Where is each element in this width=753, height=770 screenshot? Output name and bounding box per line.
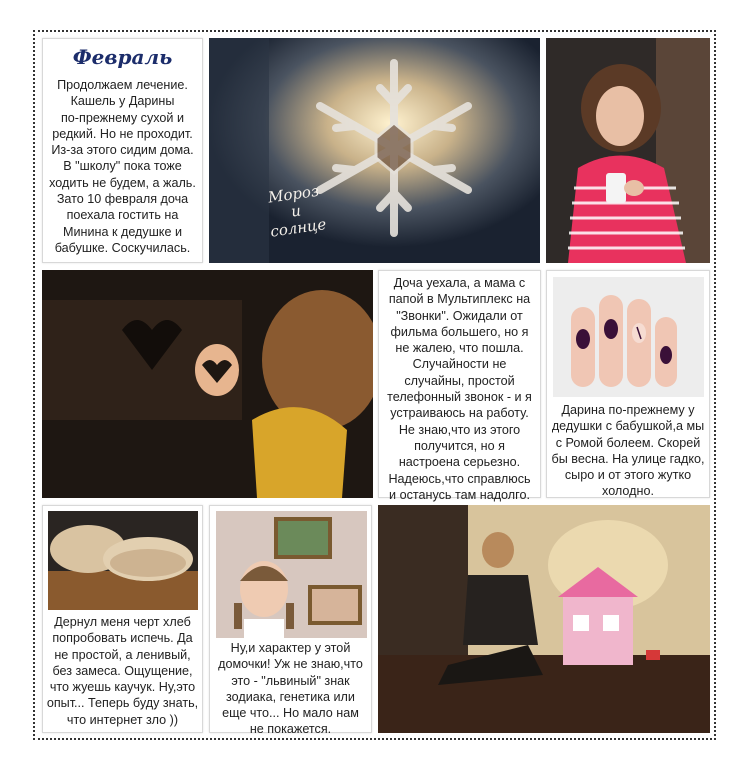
dollhouse-image xyxy=(378,505,710,733)
girl-card xyxy=(209,505,372,737)
snowflake-overlay-text: Мороз и солнце xyxy=(266,181,328,241)
bread-image xyxy=(48,511,198,610)
intro-card xyxy=(42,38,203,263)
girl-portrait-image xyxy=(216,511,367,638)
snowflake-image xyxy=(209,38,540,263)
mom-story-text: Доча уехала, а мама с папой в Мультиплекс на "Звонки". Ожидали от фильма большего, но я не жалею, что пошла. Случайности не случайны, простой телефонный звонок - и я устраиваюсь на работу. Не знаю,что из этого получится, но я настроена серьезно. Надеюсь,что справлюсь и останусь там надолго. xyxy=(387,276,532,502)
mom-story-card xyxy=(378,270,541,502)
woman-image xyxy=(546,38,710,263)
nails-image xyxy=(553,277,704,397)
bread-card xyxy=(42,505,203,733)
nails-card xyxy=(546,270,710,498)
bread-caption: Дернул меня черт хлеб попробовать испечь. Да не простой, а ленивый, без замеса. Ощущение, что жуешь каучук. Ну,это опыт... Теперь буду знать, что интернет зло )) xyxy=(46,615,199,727)
dollhouse-photo xyxy=(378,505,710,733)
girl-caption: Ну,и характер у этой домочки! Уж не знаю,что это - "львиный" знак зодиака, генетика или еще что... Но мало нам не покажется. xyxy=(218,641,363,737)
woman-photo xyxy=(546,38,710,263)
nails-caption: Дарина по-прежнему у дедушки с бабушкой,а мы с Ромой болеем. Скорей бы весна. На улице гадко, сыро и от этого жутко холодно. xyxy=(551,403,705,499)
intro-text: Продолжаем лечение. Кашель у Дарины по-прежнему сухой и редкий. Но не проходит. Из-за этого сидим дома. В "школу" пока тоже ходить не будем, а жаль. Зато 10 февраля доча поехала гостить на Минина к дедушке и бабушке. Соскучилась. xyxy=(49,78,196,255)
heart-hands-image xyxy=(42,270,373,498)
snowflake-photo xyxy=(209,38,540,263)
heart-hands-photo xyxy=(42,270,373,498)
month-title: Февраль xyxy=(72,45,173,69)
